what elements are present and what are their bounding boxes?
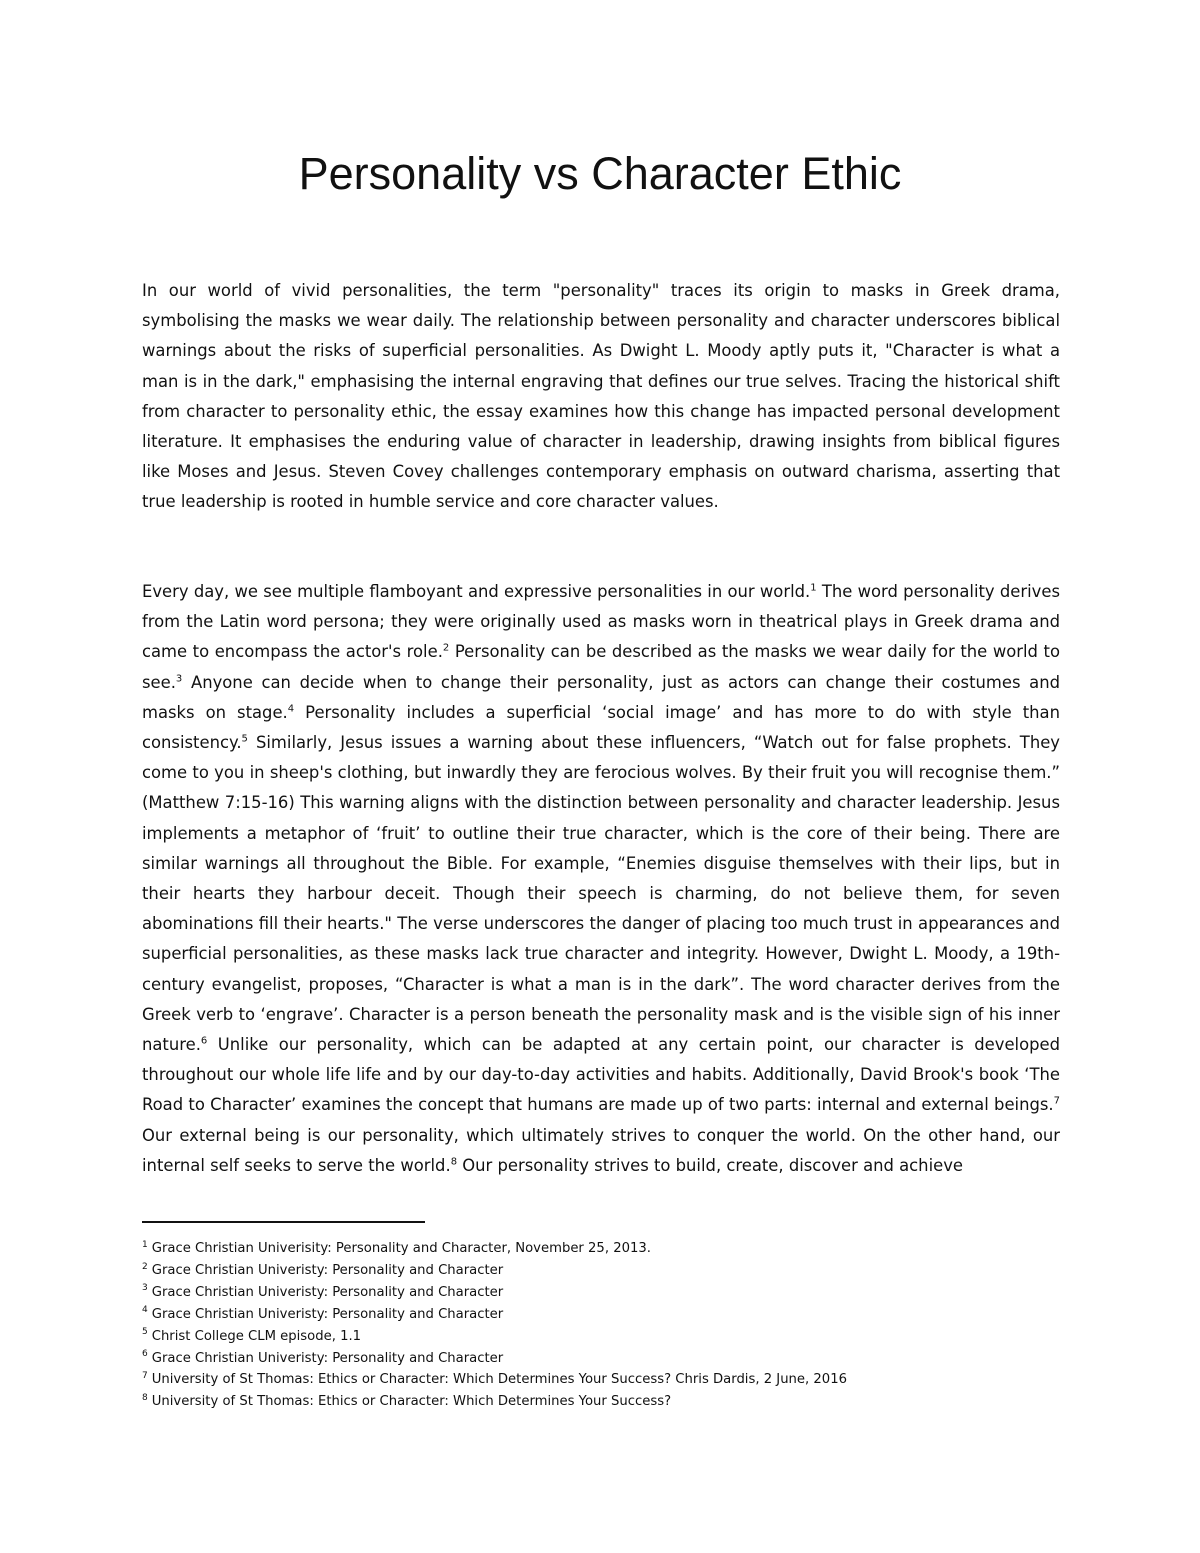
footnote-item — [142, 1282, 1060, 1304]
footnote-number: 3 — [142, 1283, 148, 1294]
footnote-item — [142, 1260, 1060, 1282]
intro-paragraph — [142, 276, 1060, 518]
footnote-text: Grace Christian Univerisity: Personality and Character, November 25, 2013. — [151, 1241, 651, 1256]
footnote-reference: 4 — [287, 703, 295, 715]
document-title: Personality vs Character Ethic — [298, 148, 902, 199]
footnote-text: Grace Christian Univeristy: Personality and Character — [151, 1262, 504, 1278]
paragraph-text: In our world of vivid personalities, the term "personality" traces its origin to masks in Greek drama, symbolising the masks we wear daily. The relationship between personality and character underscores biblical warnings about the risks of superficial personalities. As Dwight L. Moody aptly puts it, "Character is what a man is in the dark," emphasising the internal engraving that defines our true selves. Tracing the historical shift from character to personality ethic, the essay examines how this change has impacted personal development literature. It emphasises the enduring value of character in leadership, drawing insights from biblical figures like Moses and Jesus. Steven Covey challenges contemporary emphasis on outward charisma, asserting that true leadership is rooted in humble service and core character values. — [142, 281, 1060, 512]
footnote-number: 7 — [142, 1371, 148, 1382]
footnote-item — [142, 1326, 1060, 1348]
footnote-number: 8 — [142, 1392, 148, 1403]
footnote-number: 4 — [142, 1305, 148, 1316]
footnote-text: University of St Thomas: Ethics or Character: Which Determines Your Success? Chris Dardis, 2 June, 2016 — [151, 1372, 847, 1388]
paragraph-text: Our external being is our personality, which ultimately strives to conquer the world. On the other hand, our internal self seeks to serve the world. — [142, 1125, 1060, 1175]
footnote-item — [142, 1348, 1060, 1370]
paragraph-text: Personality can be described as the masks we wear daily for the world to see. — [142, 642, 1060, 692]
footnote-text: University of St Thomas: Ethics or Character: Which Determines Your Success? — [151, 1394, 672, 1410]
footnote-reference: 8 — [450, 1156, 458, 1168]
footnote-item — [142, 1238, 1060, 1260]
footnote-item — [142, 1391, 1060, 1413]
footnote-text: Grace Christian Univeristy: Personality and Character — [151, 1350, 504, 1366]
footnote-reference: 3 — [175, 673, 183, 685]
footnote-item — [142, 1304, 1060, 1326]
footnote-reference: 6 — [200, 1035, 208, 1047]
paragraph-text: Every day, we see multiple flamboyant and expressive personalities in our world. — [142, 582, 811, 601]
footnote-reference: 5 — [241, 733, 248, 745]
footnote-list — [142, 1238, 1060, 1413]
footnote-item — [142, 1369, 1060, 1391]
paragraph-text: Similarly, Jesus issues a warning about these influencers, “Watch out for false prophets. They come to you in sheep's clothing, but inwardly they are ferocious wolves. By their fruit you will recognise them.” (Matthew 7:15-16) This warning aligns with the distinction between personality and character leadership. Jesus implements a metaphor of ‘fruit’ to outline their true character, which is the core of their being. There are similar warnings all throughout the Bible. For example, “Enemies disguise themselves with their lips, but in their hearts they harbour deceit. Though their speech is charming, do not believe them, for seven abominations fill their hearts." The verse underscores the danger of placing too much trust in appearances and superficial personalities, as these masks lack true character and integrity. However, Dwight L. Moody, a 19th-century evangelist, proposes, “Character is what a man is in the dark”. The word character derives from the Greek verb to ‘engrave’. Character is a person beneath the personality mask and is the visible sign of his inner nature. — [142, 733, 1060, 1055]
paragraph-text: Anyone can decide when to change their personality, just as actors can change their costumes and masks on stage. — [142, 672, 1060, 722]
footnote-number: 6 — [142, 1349, 148, 1360]
footnote-number: 1 — [142, 1239, 148, 1250]
footnote-reference: 7 — [1053, 1095, 1060, 1107]
paragraph-text: Our personality strives to build, create, discover and achieve — [457, 1155, 963, 1175]
body-paragraph — [142, 577, 1060, 1181]
paragraph-text: The word personality derives from the Latin word persona; they were originally used as masks worn in theatrical plays in Greek drama and came to encompass the actor's role. — [142, 582, 1060, 662]
footnote-text: Grace Christian Univeristy: Personality and Character — [151, 1306, 504, 1322]
paragraph-text: Unlike our personality, which can be adapted at any certain point, our character is developed throughout our whole life life and by our day-to-day activities and habits. Additionally, David Brook's book ‘The Road to Character’ examines the concept that humans are made up of two parts: internal and external beings. — [142, 1035, 1060, 1115]
footnote-reference: 1 — [810, 582, 817, 594]
footnote-text: Christ College CLM episode, 1.1 — [151, 1328, 362, 1344]
paragraph-text: Personality includes a superficial ‘social image’ and has more to do with style than consistency. — [142, 702, 1060, 753]
footnote-number: 2 — [142, 1261, 148, 1272]
footnote-text: Grace Christian Univeristy: Personality and Character — [151, 1284, 504, 1300]
footnote-number: 5 — [142, 1327, 148, 1338]
footnote-separator — [142, 1221, 425, 1223]
footnote-reference: 2 — [442, 642, 450, 654]
